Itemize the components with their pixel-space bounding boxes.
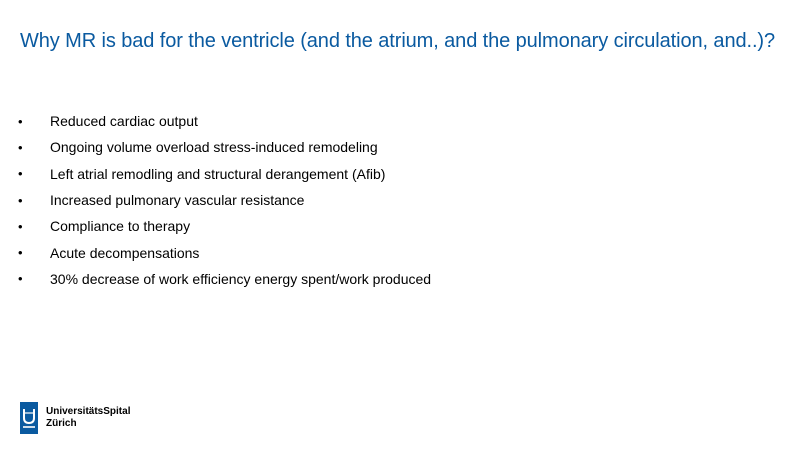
- logo-line-2: Zürich: [46, 418, 77, 429]
- bullet-dot-icon: •: [18, 271, 23, 287]
- bullet-dot-icon: •: [18, 166, 23, 182]
- bullet-item: [18, 213, 431, 239]
- bullet-item: [18, 108, 431, 134]
- bullet-dot-icon: •: [18, 192, 23, 208]
- bullet-text: Acute decompensations: [50, 244, 200, 261]
- bullet-text: 30% decrease of work efficiency energy spent/work produced: [50, 270, 432, 287]
- bullet-item: [18, 187, 431, 213]
- bullet-item: [18, 239, 431, 265]
- bullet-text: Reduced cardiac output: [50, 113, 198, 130]
- bullet-text: Left atrial remodling and structural derangement (Afib): [50, 165, 386, 182]
- bullet-dot-icon: •: [18, 245, 23, 261]
- bullet-item: [18, 266, 431, 292]
- bullet-dot-icon: •: [18, 139, 23, 155]
- usz-logo-icon: [20, 402, 38, 434]
- institution-logo: [20, 402, 130, 434]
- bullet-text: Increased pulmonary vascular resistance: [50, 192, 305, 209]
- bullet-dot-icon: •: [18, 218, 23, 234]
- bullet-list: [18, 108, 431, 292]
- bullet-text: Compliance to therapy: [50, 218, 191, 235]
- bullet-text: Ongoing volume overload stress-induced remodeling: [50, 139, 378, 156]
- usz-logo-glyph-icon: [20, 402, 38, 434]
- logo-text: [46, 406, 130, 430]
- bullet-item: [18, 161, 431, 187]
- bullet-dot-icon: •: [18, 113, 23, 129]
- logo-line-1: UniversitätsSpital: [46, 406, 131, 417]
- slide-title: Why MR is bad for the ventricle (and the atrium, and the pulmonary circulation, and..)?: [20, 30, 775, 52]
- bullet-item: [18, 134, 431, 160]
